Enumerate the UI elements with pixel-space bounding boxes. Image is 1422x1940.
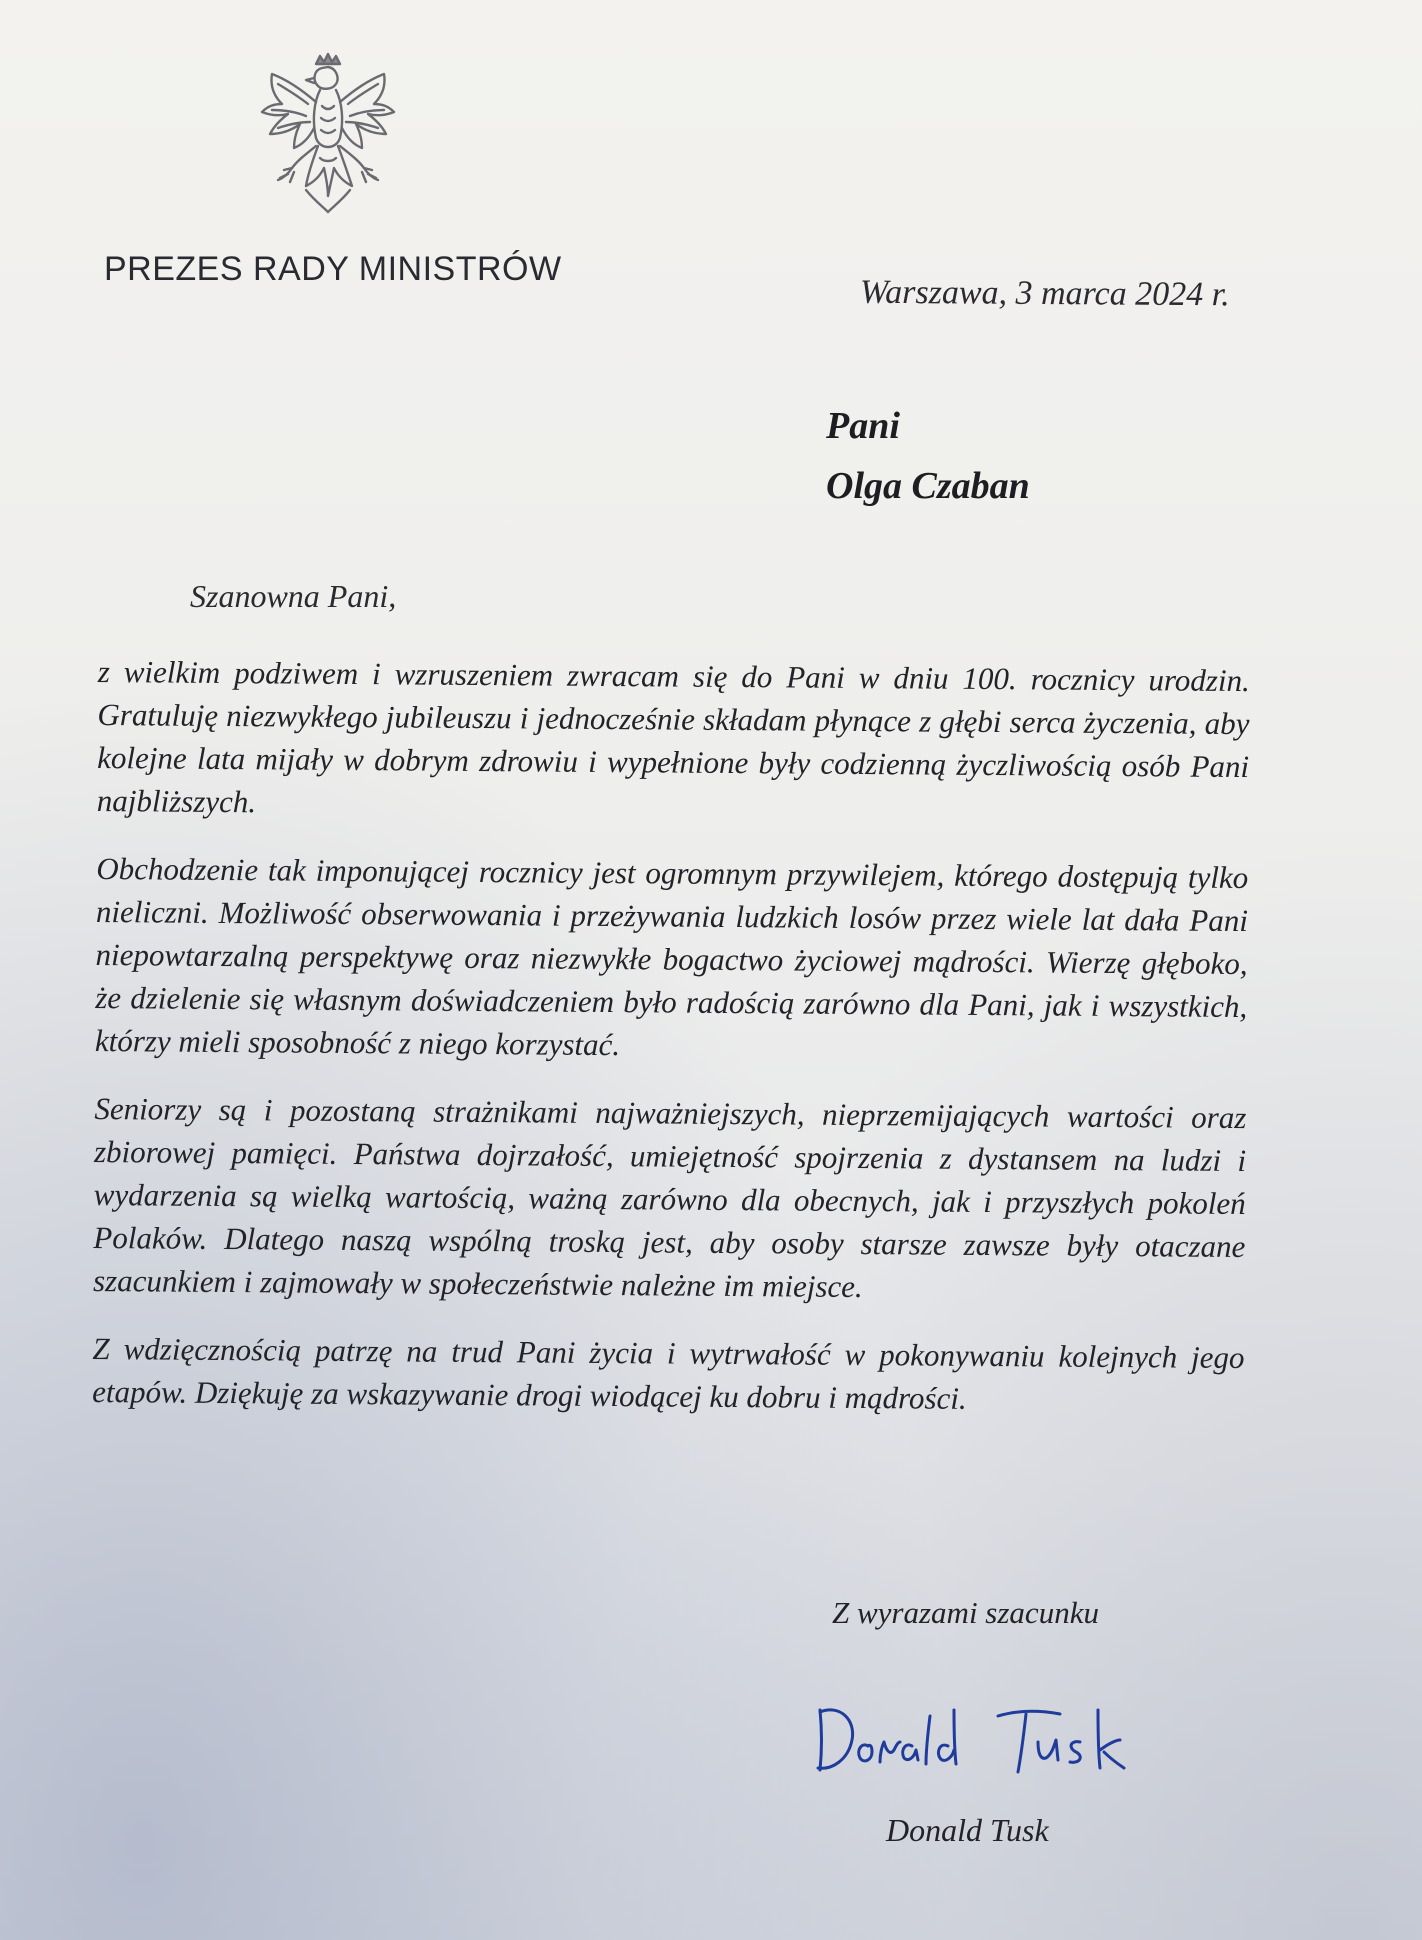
closing-line: Z wyrazami szacunku	[832, 1595, 1099, 1630]
body-paragraph: Seniorzy są i pozostaną strażnikami najważniejszych, nieprzemijających wartości oraz zbiorowej pamięci. Państwa dojrzałość, umiejętność spojrzenia z dystansem na ludzi i wydarzenia są wielką wartością, ważną zarówno dla obecnych, jak i przyszłych pokoleń Polaków. Dlatego naszą wspólną troską jest, aby osoby starsze zawsze były otaczane szacunkiem i zajmowały w społeczeństwie należne im miejsce.	[92, 1090, 1247, 1305]
polish-eagle-emblem-icon	[248, 50, 408, 220]
recipient-name: Olga Czaban	[826, 465, 1030, 507]
letter-body	[92, 650, 1250, 1447]
handwritten-signature	[812, 1680, 1162, 1790]
office-title: PREZES RADY MINISTRÓW	[104, 250, 562, 288]
recipient-block	[826, 396, 1030, 516]
body-paragraph: z wielkim podziwem i wzruszeniem zwracam się do Pani w dniu 100. rocznicy urodzin. Gratuluję niezwykłego jubileuszu i jednocześnie składam płynące z głębi serca życzenia, aby kolejne lata mijały w dobrym zdrowiu i wypełnione były codzienną życzliwością osób Pani najbliższych.	[96, 653, 1250, 820]
signer-name: Donald Tusk	[886, 1812, 1049, 1848]
recipient-title: Pani	[826, 405, 900, 447]
body-paragraph: Z wdzięcznością patrzę na trud Pani życia i wytrwałość w pokonywaniu kolejnych jego etapów. Dziękuję za wskazywanie drogi wiodącej ku dobru i mądrości.	[92, 1330, 1245, 1416]
body-paragraph: Obchodzenie tak imponującej rocznicy jest ogromnym przywilejem, którego dostępują tylko nieliczni. Możliwość obserwowania i przeżywania ludzkich losów przez wiele lat dała Pani niepowtarzalną perspektywę oraz niezwykłe bogactwo życiowej mądrości. Wierzę głęboko, że dzielenie się własnym doświadczeniem było radością zarówno dla Pani, jak i wszystkich, którzy mieli sposobność z niego korzystać.	[94, 850, 1249, 1063]
salutation: Szanowna Pani,	[190, 578, 397, 614]
date-line: Warszawa, 3 marca 2024 r.	[859, 273, 1230, 314]
